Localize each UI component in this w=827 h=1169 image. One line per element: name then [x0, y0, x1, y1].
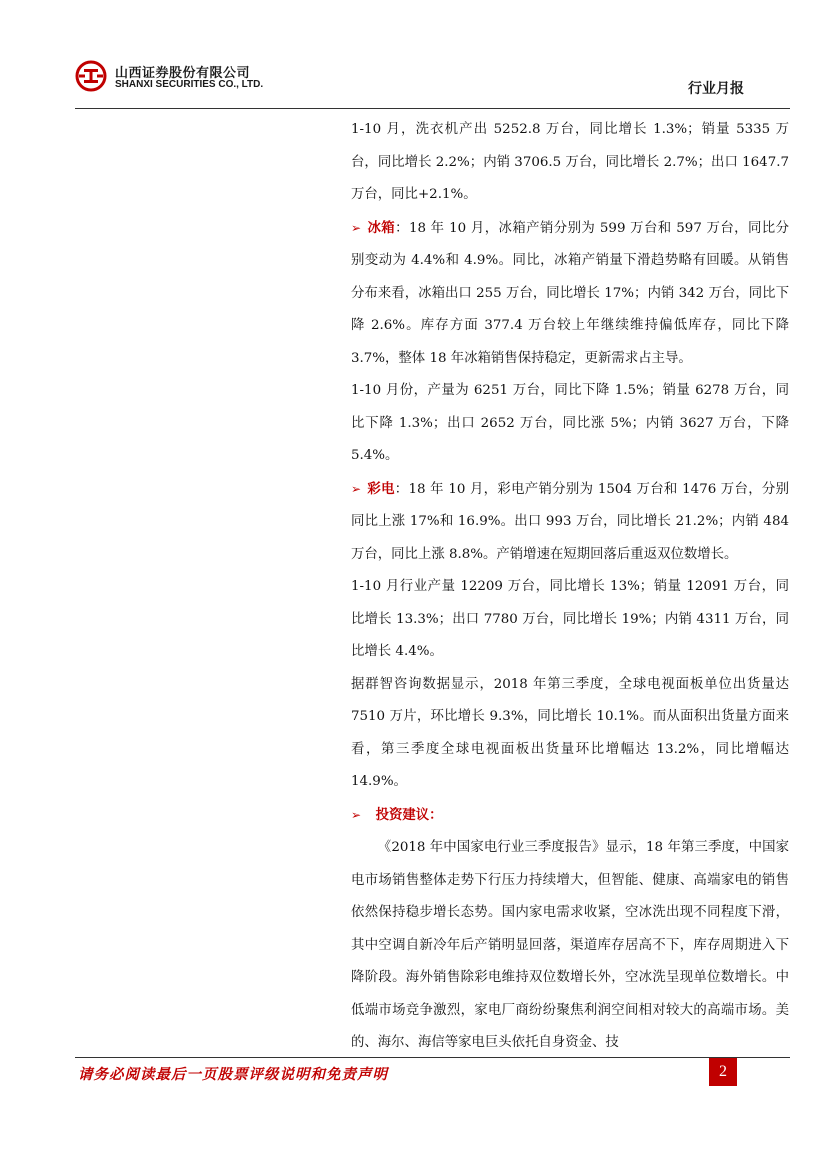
paragraph-fridge — [351, 212, 789, 376]
footer-divider — [75, 1057, 790, 1058]
paragraph-tv — [351, 473, 789, 572]
bullet-arrow-icon: ➢ — [351, 807, 362, 822]
main-content — [351, 114, 789, 1060]
paragraph-fridge-ytd: 1-10 月份，产量为 6251 万台，同比下降 1.5%；销量 6278 万台，同比下降 1.3%；出口 2652 万台，同比涨 5%；内销 3627 万台，下降 5.4%。 — [351, 383, 789, 463]
fridge-title: 冰箱 — [367, 220, 396, 236]
report-type: 行业月报 — [688, 81, 744, 97]
tv-title: 彩电 — [367, 481, 395, 497]
paragraph-panel: 据群智咨询数据显示，2018 年第三季度，全球电视面板单位出货量达 7510 万片，环比增长 9.3%，同比增长 10.1%。而从面积出货量方面来看，第三季度全球电视面板出货量环比增幅达 13.2%，同比增幅达 14.9%。 — [351, 676, 789, 789]
page-number: 2 — [709, 1058, 737, 1086]
company-name-en: SHANXI SECURITIES CO., LTD. — [115, 79, 264, 90]
paragraph-invest: 《2018 年中国家电行业三季度报告》显示，18 年第三季度，中国家电市场销售整体走势下行压力持续增大，但智能、健康、高端家电的销售依然保持稳步增长态势。国内家电需求收紧，空冰洗出现不同程度下滑，其中空调自新冷年后产销明显回落，渠道库存居高不下，库存周期进入下降阶段。海外销售除彩电维持双位数增长外，空冰洗呈现单位数增长。中低端市场竞争激烈，家电厂商纷纷聚焦利润空间相对较大的高端市场。美的、海尔、海信等家电巨头依托自身资金、技 — [351, 840, 789, 1050]
invest-heading — [351, 799, 789, 833]
footer-disclaimer: 请务必阅读最后一页股票评级说明和免责声明 — [78, 1066, 388, 1083]
company-logo-icon — [75, 60, 107, 92]
tv-text: ：18 年 10 月，彩电产销分别为 1504 万台和 1476 万台，分别同比上涨 17%和 16.9%。出口 993 万台，同比增长 21.2%；内销 484 万台，同比上涨 8.8%。产销增速在短期回落后重返双位数增长。 — [351, 481, 790, 562]
bullet-arrow-icon: ➢ — [351, 220, 362, 235]
page-header — [75, 60, 790, 108]
company-name-cn: 山西证券股份有限公司 — [115, 66, 251, 81]
invest-title: 投资建议： — [375, 807, 443, 823]
fridge-text: ：18 年 10 月，冰箱产销分别为 599 万台和 597 万台，同比分别变动为 4.4%和 4.9%。同比，冰箱产销量下滑趋势略有回暖。从销售分布来看，冰箱出口 255 万台，同比增长 17%；内销 342 万台，同比下降 2.6%。库存方面 377.4 万台较上年继续维持偏低库存，同比下降 3.7%，整体 18 年冰箱销售保持稳定，更新需求占主导。 — [351, 220, 789, 366]
paragraph-tv-ytd: 1-10 月行业产量 12209 万台，同比增长 13%；销量 12091 万台，同比增长 13.3%；出口 7780 万台，同比增长 19%；内销 4311 万台，同比增长 4.4%。 — [351, 579, 789, 659]
bullet-arrow-icon: ➢ — [351, 481, 362, 496]
paragraph-washer: 1-10 月，洗衣机产出 5252.8 万台，同比增长 1.3%；销量 5335 万台，同比增长 2.2%；内销 3706.5 万台，同比增长 2.7%；出口 1647.7 万台，同比+2.1%。 — [351, 122, 789, 202]
header-divider — [75, 108, 790, 109]
